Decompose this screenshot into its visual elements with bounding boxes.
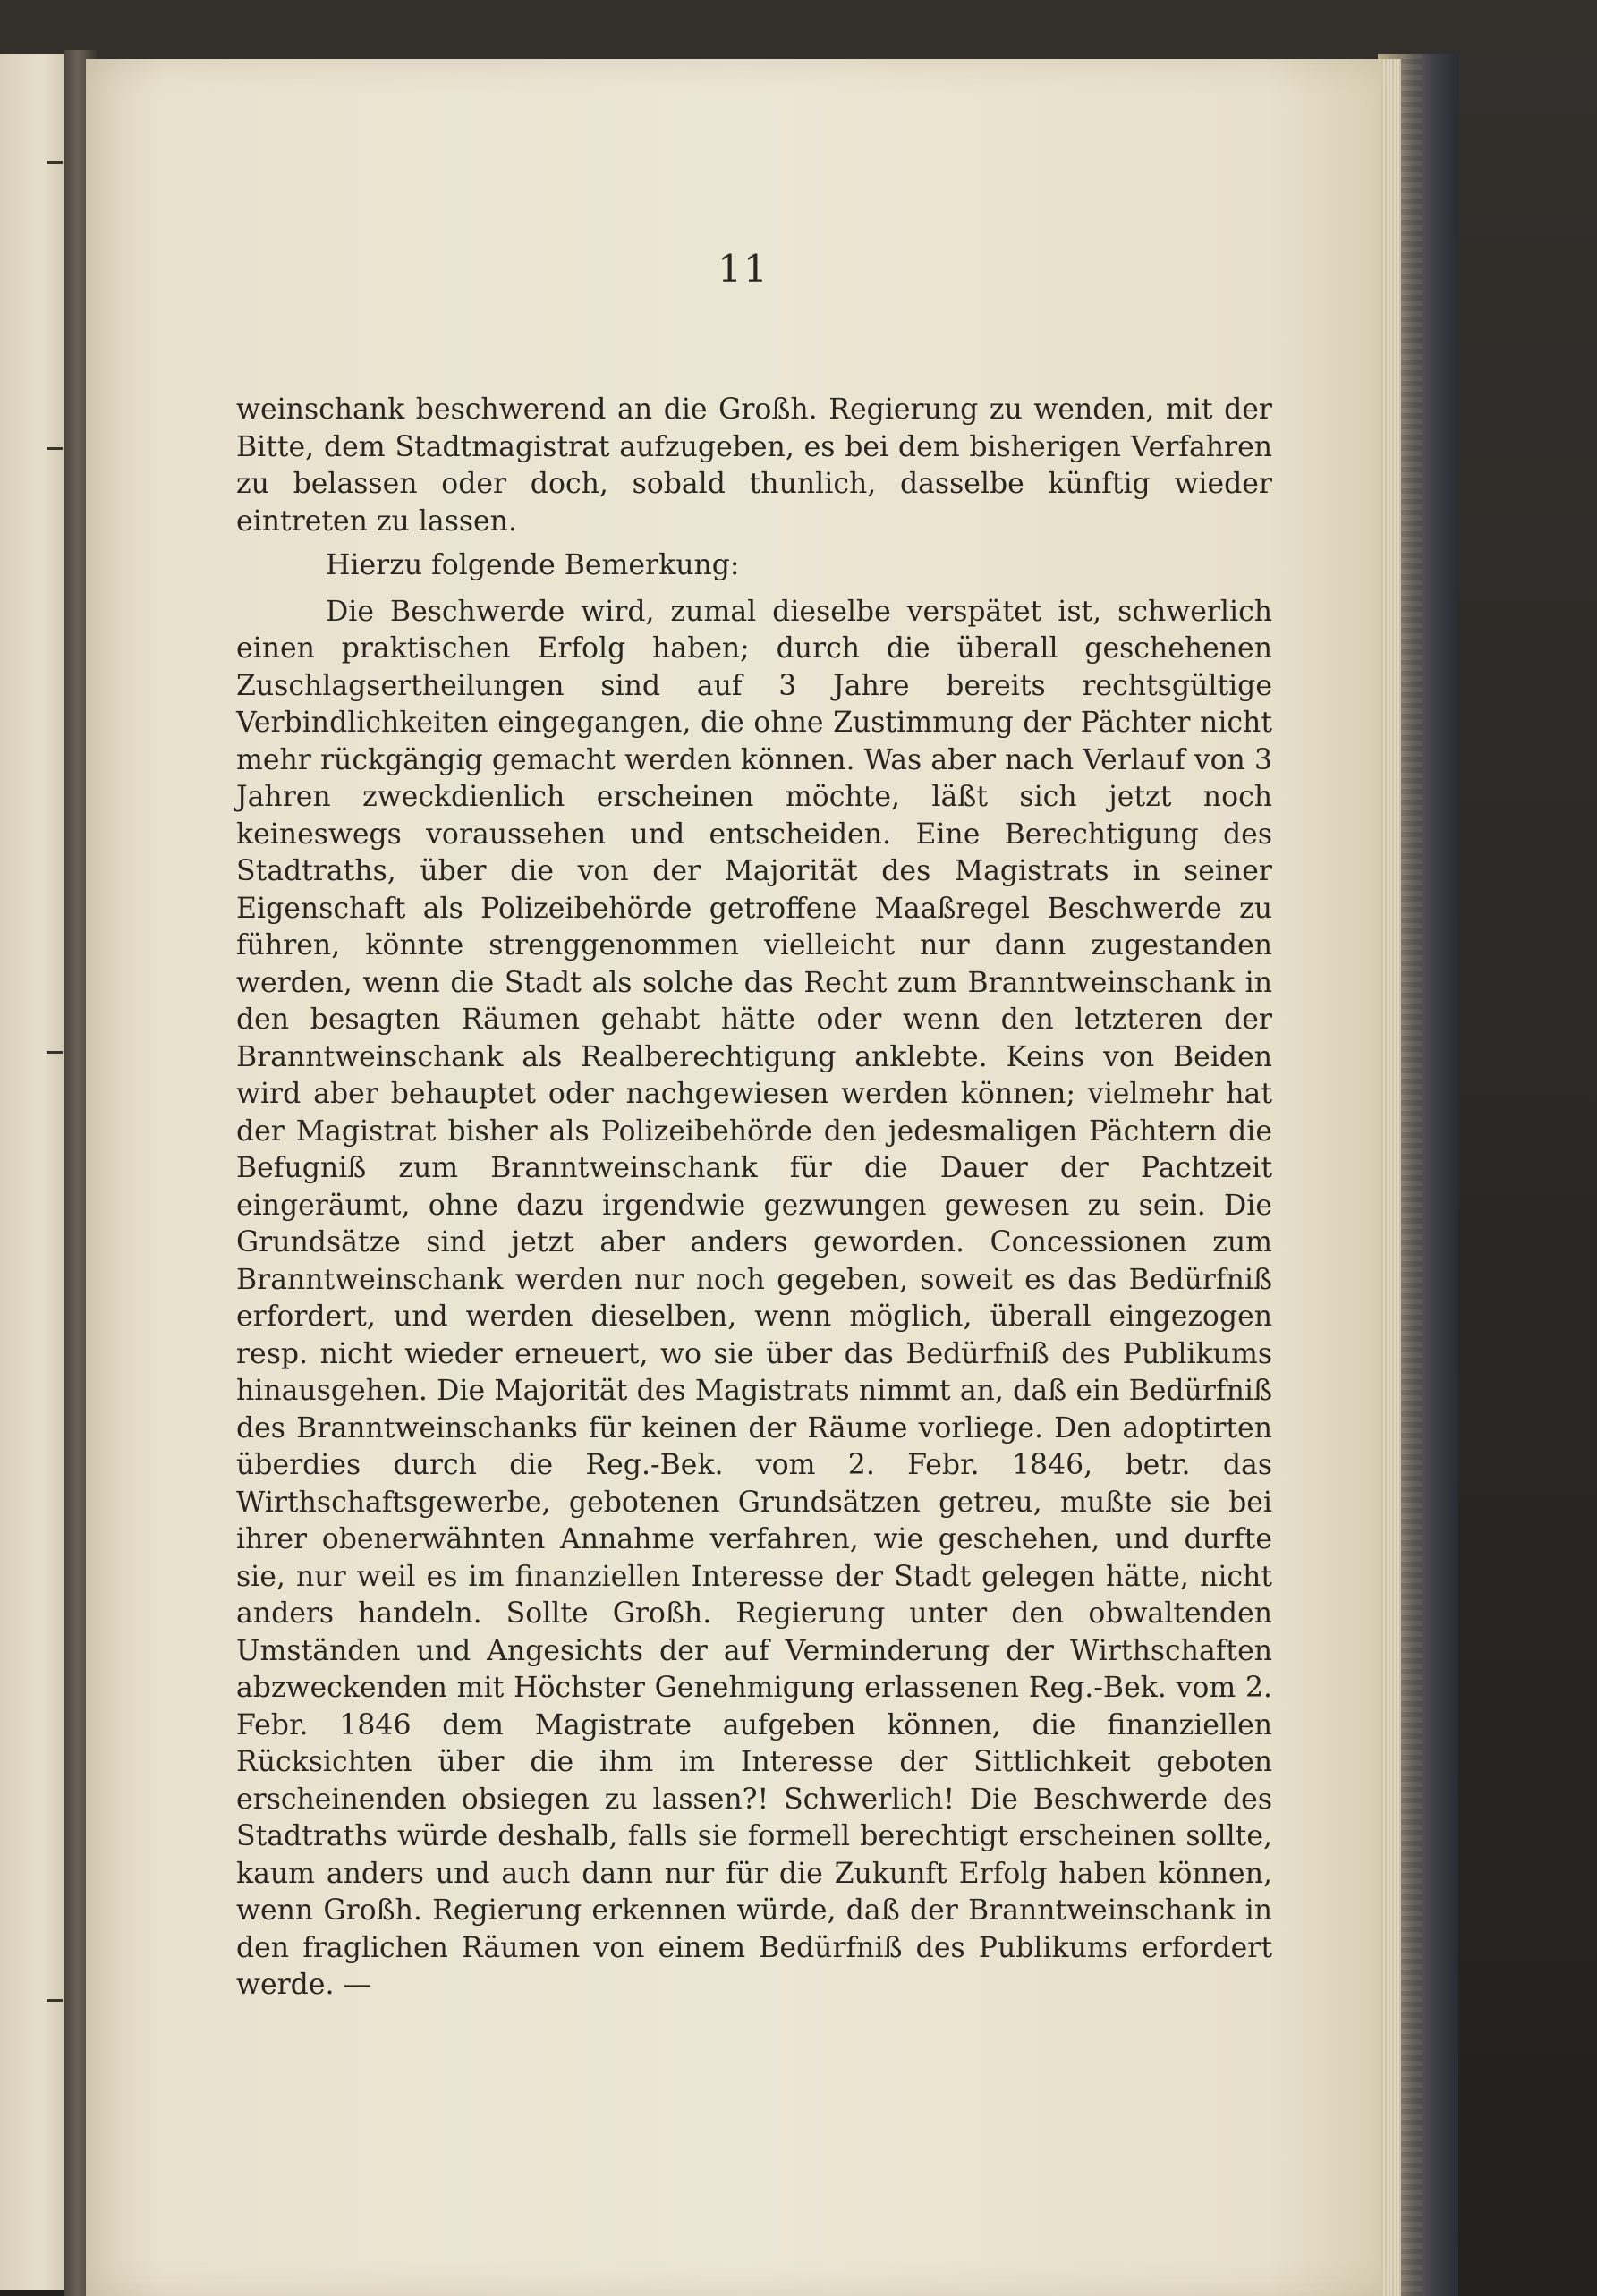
page-number: 11 (718, 247, 769, 291)
margin-mark (47, 1999, 63, 2002)
body-text (236, 392, 1272, 2004)
paragraph-1: weinschank beschwerend an die Großh. Regierung zu wenden, mit der Bitte, dem Stadtmagistrat aufzugeben, es bei dem bisherigen Verfahren zu belassen oder doch, sobald thunlich, dasselbe künftig wieder eintreten zu lassen. (236, 394, 1272, 538)
left-page-edge (0, 54, 70, 2290)
paragraph-3: Die Beschwerde wird, zumal dieselbe verspätet ist, schwerlich einen praktischen Erfolg haben; durch die überall geschehenen Zuschlagsertheilungen sind auf 3 Jahre bereits rechtsgültige Verbindlichkeiten eingegangen, die ohne Zustimmung der Pächter nicht mehr rückgängig gemacht werden können. Was aber nach Verlauf von 3 Jahren zweckdienlich erscheinen möchte, läßt sich jetzt noch keineswegs voraussehen und entscheiden. Eine Berechtigung des Stadtraths, über die von der Majorität des Magistrats in seiner Eigenschaft als Polizeibehörde getroffene Maaßregel Beschwerde zu führen, könnte strenggenommen vielleicht nur dann zugestanden werden, wenn die Stadt als solche das Recht zum Branntweinschank in den besagten Räumen gehabt hätte oder wenn den letzteren der Branntweinschank als Realberechtigung anklebte. Keins von Beiden wird aber behauptet oder nachgewiesen werden können; vielmehr hat der Magistrat bisher als Polizeibehörde den jedesmaligen Pächtern die Befugniß zum Branntweinschank für die Dauer der Pachtzeit eingeräumt, ohne dazu irgendwie gezwungen gewesen zu sein. Die Grundsätze sind jetzt aber anders geworden. Concessionen zum Branntweinschank werden nur noch gegeben, soweit es das Bedürfniß erfordert, und werden dieselben, wenn möglich, überall eingezogen resp. nicht wieder erneuert, wo sie über das Bedürfniß des Publikums hinausgehen. Die Majorität des Magistrats nimmt an, daß ein Bedürfniß des Branntweinschanks für keinen der Räume vorliege. Den adoptirten überdies durch die Reg.-Bek. vom 2. Febr. 1846, betr. das Wirthschaftsgewerbe, gebotenen Grundsätzen getreu, mußte sie bei ihrer obenerwähnten Annahme verfahren, wie geschehen, und durfte sie, nur weil es im finanziellen Interesse der Stadt gelegen hätte, nicht anders handeln. Sollte Großh. Regierung unter den obwaltenden Umständen und Angesichts der auf Verminderung der Wirthschaften abzweckenden mit Höchster Genehmigung erlassenen Reg.-Bek. vom 2. Febr. 1846 dem Magistrate aufgeben können, die finanziellen Rücksichten über die ihm im Interesse der Sittlichkeit geboten erscheinenden obsiegen zu lassen?! Schwerlich! Die Beschwerde des Stadtraths würde deshalb, falls sie formell berechtigt erscheinen sollte, kaum anders und auch dann nur für die Zukunft Erfolg haben können, wenn Großh. Regierung erkennen würde, daß der Branntweinschank in den fraglichen Räumen von einem Bedürfniß des Publikums erfordert werde. — (236, 595, 1272, 2001)
paragraph-2: Hierzu folgende Bemerkung: (326, 549, 740, 581)
page-fore-edge (1381, 59, 1401, 2296)
margin-mark (47, 447, 63, 450)
margin-mark (47, 161, 63, 164)
right-page (86, 59, 1401, 2296)
cover-texture (1400, 54, 1422, 2296)
margin-mark (47, 1051, 63, 1054)
